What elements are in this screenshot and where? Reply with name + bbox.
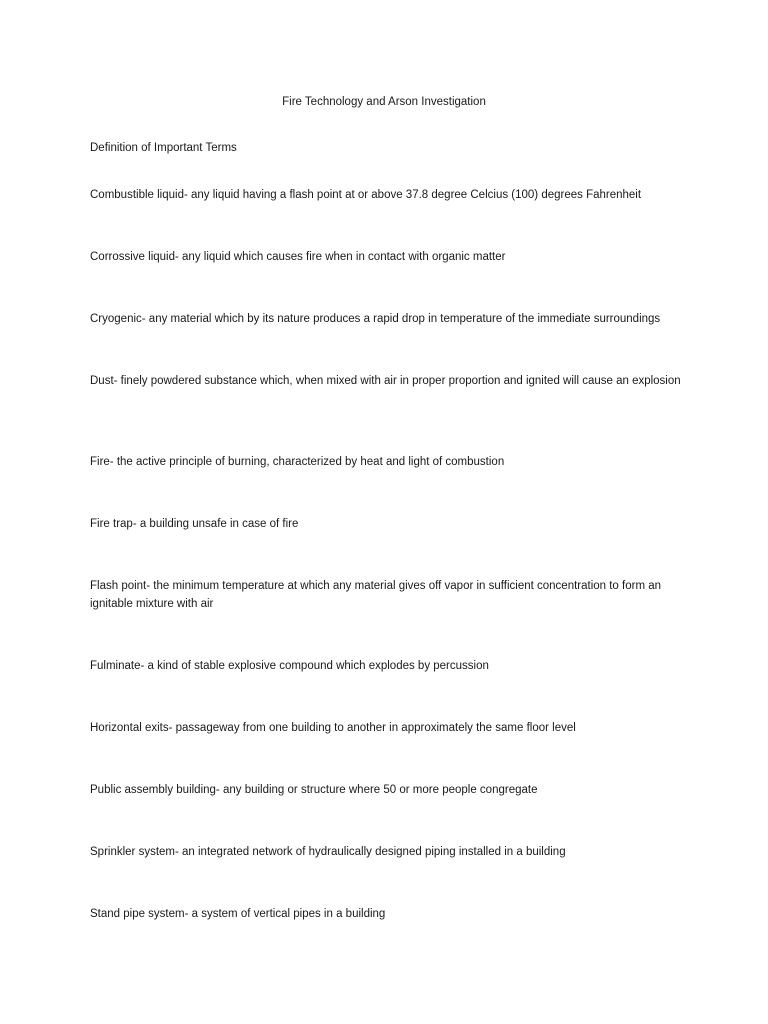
term-horizontal-exits: Horizontal exits- passageway from one building to another in approximately the same floor level <box>90 722 576 734</box>
term-fulminate: Fulminate- a kind of stable explosive compound which explodes by percussion <box>90 660 489 672</box>
term-cryogenic: Cryogenic- any material which by its nature produces a rapid drop in temperature of the immediate surroundings <box>90 313 661 325</box>
section-heading: Definition of Important Terms <box>90 142 237 154</box>
term-combustible-liquid: Combustible liquid- any liquid having a flash point at or above 37.8 degree Celcius (100) degrees Fahrenheit <box>90 189 642 201</box>
term-stand-pipe-system: Stand pipe system- a system of vertical pipes in a building <box>90 908 386 920</box>
term-sprinkler-system: Sprinkler system- an integrated network of hydraulically designed piping installed in a building <box>90 846 566 858</box>
term-flash-point: Flash point- the minimum temperature at which any material gives off vapor in sufficient concentration to form an ignitable mixture with air <box>90 580 662 610</box>
term-fire: Fire- the active principle of burning, characterized by heat and light of combustion <box>90 456 505 468</box>
document-title: Fire Technology and Arson Investigation <box>282 96 486 108</box>
term-dust: Dust- finely powdered substance which, when mixed with air in proper proportion and ignited will cause an explosion <box>90 375 681 387</box>
term-corrossive-liquid: Corrossive liquid- any liquid which causes fire when in contact with organic matter <box>90 251 506 263</box>
term-public-assembly-building: Public assembly building- any building or structure where 50 or more people congregate <box>90 784 538 796</box>
term-fire-trap: Fire trap- a building unsafe in case of fire <box>90 518 299 530</box>
